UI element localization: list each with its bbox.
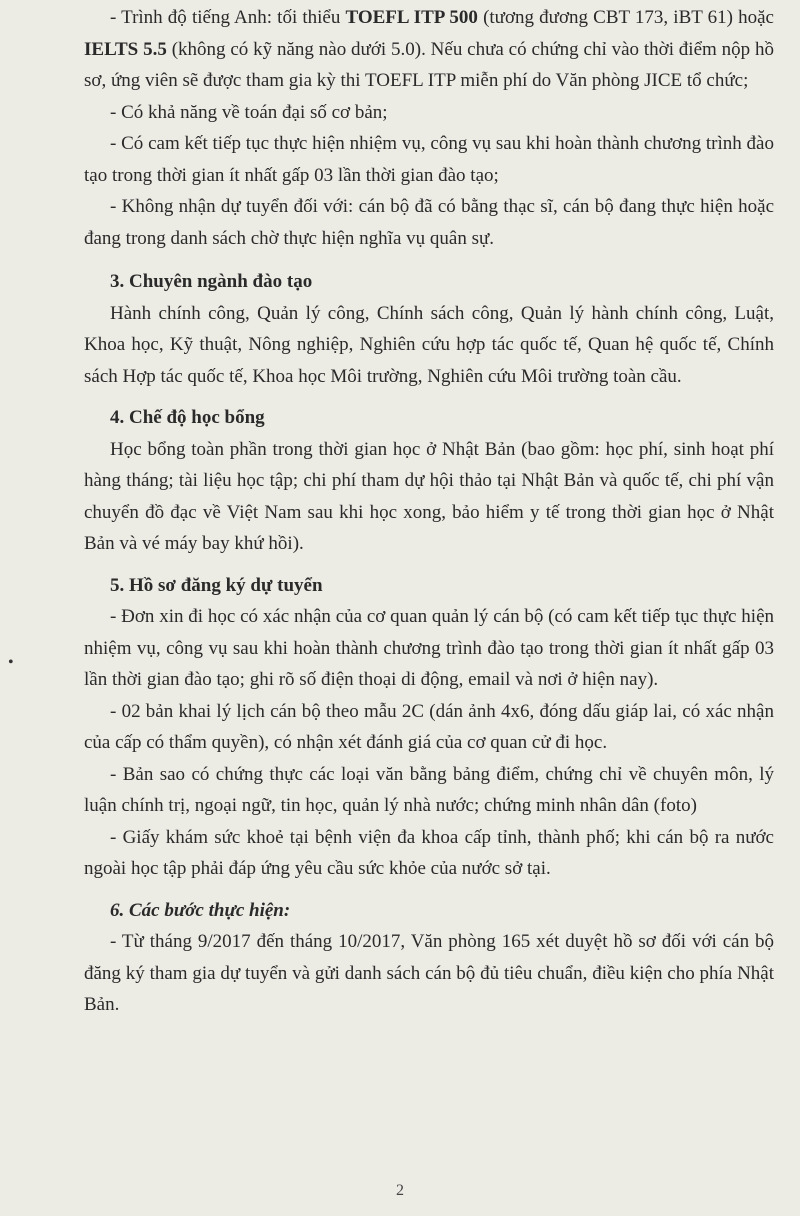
exclusion-requirement: - Không nhận dự tuyển đối với: cán bộ đã có bằng thạc sĩ, cán bộ đang thực hiện hoặc đang trong danh sách chờ thực hiện nghĩa vụ quân sự. [84, 196, 774, 249]
document-page [0, 2, 800, 1216]
section-6-heading: 6. Các bước thực hiện: [110, 899, 291, 921]
toefl-score: TOEFL ITP 500 [345, 7, 478, 28]
section-3-body: Hành chính công, Quản lý công, Chính sách công, Quản lý hành chính công, Luật, Khoa học, Kỹ thuật, Nông nghiệp, Nghiên cứu hợp tác quốc tế, Quan hệ quốc tế, Chính sách Hợp tác quốc tế, Khoa học Môi trường, Nghiên cứu Môi trường toàn cầu. [84, 302, 774, 387]
commitment-requirement: - Có cam kết tiếp tục thực hiện nhiệm vụ, công vụ sau khi hoàn thành chương trình đào tạo trong thời gian ít nhất gấp 03 lần thời gian đào tạo; [84, 133, 774, 186]
section-5-heading: 5. Hồ sơ đăng ký dự tuyển [110, 574, 323, 596]
section-application-dossier [84, 570, 774, 885]
dossier-item: - Giấy khám sức khoẻ tại bệnh viện đa khoa cấp tỉnh, thành phố; khi cán bộ ra nước ngoài học tập phải đáp ứng yêu cầu sức khỏe của nước sở tại. [84, 826, 774, 879]
page-number: 2 [396, 1182, 404, 1199]
dossier-item: - 02 bản khai lý lịch cán bộ theo mẫu 2C (dán ảnh 4x6, đóng dấu giáp lai, có xác nhận của cấp có thẩm quyền), có nhận xét đánh giá của cơ quan cử đi học. [84, 700, 774, 753]
section-4-heading: 4. Chế độ học bổng [110, 407, 265, 428]
section-procedure-steps [84, 895, 774, 1021]
procedure-step: - Từ tháng 9/2017 đến tháng 10/2017, Văn phòng 165 xét duyệt hồ sơ đối với cán bộ đăng ký tham gia dự tuyển và gửi danh sách cán bộ đủ tiêu chuẩn, điều kiện cho phía Nhật Bản. [84, 931, 774, 1015]
margin-dot: • [8, 654, 14, 671]
section-4-body: Học bổng toàn phần trong thời gian học ở Nhật Bản (bao gồm: học phí, sinh hoạt phí hàng tháng; tài liệu học tập; chi phí tham dự hội thảo tại Nhật Bản và quốc tế, chi phí vận chuyển đồ đạc về Việt Nam sau khi học xong, bảo hiểm y tế trong thời gian học ở Nhật Bản và vé máy bay khứ hồi). [84, 438, 774, 554]
section-scholarship [84, 402, 774, 560]
section-fields-of-study [84, 266, 774, 392]
requirements-list [84, 2, 774, 254]
english-requirement: - Trình độ tiếng Anh: tối thiểu TOEFL ITP 500 (tương đương CBT 173, iBT 61) hoặc IELTS 5.5 (không có kỹ năng nào dưới 5.0). Nếu chưa có chứng chỉ vào thời điểm nộp hồ sơ, ứng viên sẽ được tham gia kỳ thi TOEFL ITP miễn phí do Văn phòng JICE tổ chức; [84, 7, 774, 91]
math-requirement: - Có khả năng về toán đại số cơ bản; [110, 101, 388, 123]
dossier-item: - Bản sao có chứng thực các loại văn bằng bảng điểm, chứng chỉ về chuyên môn, lý luận chính trị, ngoại ngữ, tin học, quản lý nhà nước; chứng minh nhân dân (foto) [84, 763, 774, 816]
section-3-heading: 3. Chuyên ngành đào tạo [110, 271, 313, 292]
dossier-item: - Đơn xin đi học có xác nhận của cơ quan quản lý cán bộ (có cam kết tiếp tục thực hiện nhiệm vụ, công vụ sau khi hoàn thành chương trình đào tạo trong thời gian ít nhất gấp 03 lần thời gian đào tạo; ghi rõ số điện thoại di động, email và nơi ở hiện nay). [84, 606, 774, 690]
ielts-score: IELTS 5.5 [84, 38, 167, 60]
